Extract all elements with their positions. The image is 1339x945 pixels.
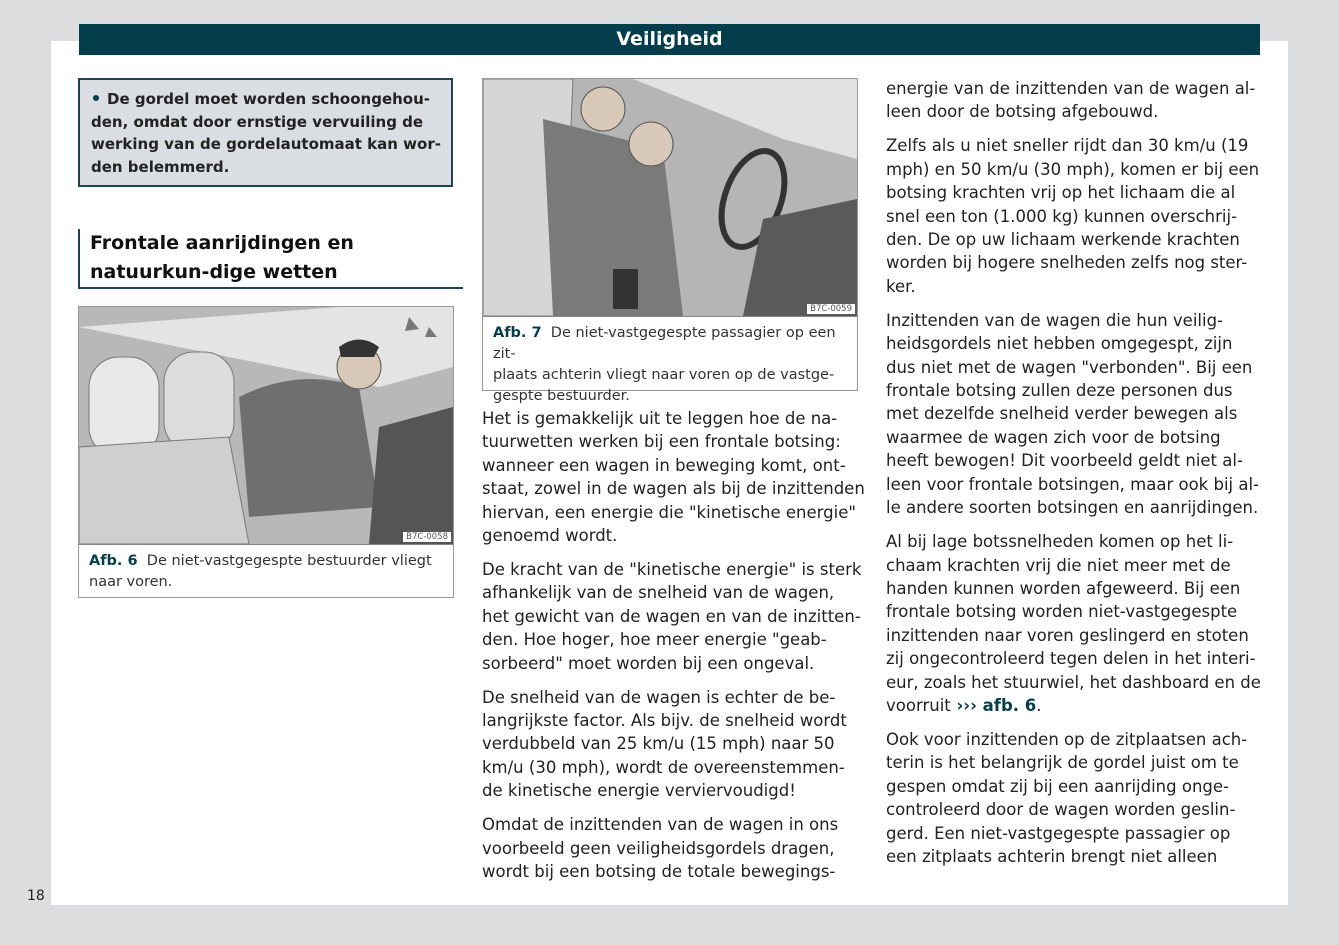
chevrons-icon: ›››	[956, 695, 977, 715]
text-line: heidsgordels niet hebben omgegespt, zijn	[886, 334, 1233, 354]
text-line: staat, zowel in de wagen als bij de inzittenden	[482, 479, 865, 499]
text-line: voorruit	[886, 695, 951, 715]
text-line: een zitplaats achterin brengt niet alleen	[886, 846, 1218, 866]
passenger-illustration	[483, 79, 857, 316]
text-line: frontale botsing zullen deze personen dus	[886, 381, 1233, 401]
paragraph	[482, 686, 865, 803]
text-line: energie van de inzittenden van de wagen al-	[886, 79, 1256, 98]
text-line: hiervan, een energie die "kinetische energie"	[482, 502, 856, 522]
caption-line: plaats achterin vliegt naar voren op de vastge-	[493, 367, 835, 383]
paragraph	[482, 558, 865, 675]
text-line: inzittenden naar voren geslingerd en stoten	[886, 625, 1249, 645]
text-line: ker.	[886, 276, 916, 296]
sentence-end: .	[1036, 695, 1042, 715]
text-line: gespen omdat zij bij een aanrijding onge-	[886, 776, 1229, 796]
note-line: werking van de gordelautomaat kan wor-	[91, 135, 441, 153]
text-line: Frontale aanrijdingen en natuurkun-	[90, 232, 354, 283]
text-line: den. De op uw lichaam werkende krachten	[886, 230, 1240, 250]
text-line: afhankelijk van de snelheid van de wagen,	[482, 583, 835, 603]
paragraph	[886, 530, 1261, 717]
text-line: leen door de botsing afgebouwd.	[886, 102, 1159, 122]
section-heading	[78, 229, 463, 289]
text-line: gerd. Een niet-vastgegespte passagier op	[886, 823, 1231, 843]
note-line: den belemmerd.	[91, 157, 230, 176]
paragraph	[886, 309, 1261, 520]
text-line: het gewicht van de wagen en van de inzitten-	[482, 606, 861, 626]
text-line: le andere soorten botsingen en aanrijdingen.	[886, 498, 1259, 518]
figure-7-caption	[483, 317, 857, 413]
figure-7	[482, 78, 858, 404]
note-box	[78, 78, 453, 187]
text-line: mph) en 50 km/u (30 mph), komen er bij een	[886, 159, 1260, 179]
text-line: botsing krachten vrij op het lichaam die al	[886, 183, 1236, 203]
text-line: verdubbeld van 25 km/u (15 mph) naar 50	[482, 734, 835, 754]
note-line: De gordel moet worden schoongehou-	[107, 90, 431, 108]
paragraph	[886, 134, 1261, 298]
text-line: Ook voor inzittenden op de zitplaatsen ach-	[886, 729, 1248, 749]
text-line: genoemd wordt.	[482, 526, 618, 546]
text-line: wanneer een wagen in beweging komt, ont-	[482, 455, 846, 475]
note-line: den, omdat door ernstige vervuiling de	[91, 112, 424, 131]
text-line: wordt bij een botsing de totale bewegings-	[482, 862, 836, 882]
page-number: 18	[27, 888, 45, 904]
text-line: heeft bewogen! Dit voorbeeld geldt niet al-	[886, 451, 1243, 471]
paragraph	[886, 728, 1261, 868]
text-line: sorbeerd" moet worden bij een ongeval.	[482, 653, 815, 673]
text-line: waarmee de wagen zich voor de botsing	[886, 427, 1221, 447]
figure-6	[78, 306, 454, 598]
text-line: voorbeeld geen veiligheidsgordels dragen,	[482, 838, 835, 858]
text-line: snel een ton (1.000 kg) kunnen overschrij-	[886, 206, 1238, 226]
text-line: tuurwetten werken bij een frontale botsing:	[482, 432, 841, 452]
text-line: dige wetten	[209, 261, 338, 283]
text-line: worden bij hogere snelheden zelfs nog ster-	[886, 253, 1248, 273]
text-line: De kracht van de "kinetische energie" is sterk	[482, 560, 862, 580]
column-3-text	[886, 77, 1261, 879]
text-line: handen kunnen worden afgeweerd. Bij een	[886, 578, 1241, 598]
section-header: Veiligheid	[79, 24, 1260, 55]
text-line: leen voor frontale botsingen, maar ook bij al-	[886, 474, 1260, 494]
crossref-link[interactable]	[951, 696, 1037, 715]
text-line: dus niet met de wagen "verbonden". Bij een	[886, 357, 1253, 377]
text-line: Inzittenden van de wagen die hun veilig-	[886, 310, 1223, 330]
bullet-icon	[93, 95, 99, 101]
text-line: Het is gemakkelijk uit te leggen hoe de na-	[482, 409, 838, 428]
text-line: km/u (30 mph), wordt de overeenstemmen-	[482, 757, 845, 777]
text-line: Zelfs als u niet sneller rijdt dan 30 km/u (19	[886, 136, 1249, 156]
text-line: eur, zoals het stuurwiel, het dashboard en de	[886, 672, 1261, 692]
figure-label: Afb. 6	[89, 553, 138, 569]
text-line: terin is het belangrijk de gordel juist om te	[886, 753, 1239, 773]
caption-line: gespte bestuurder.	[493, 388, 630, 404]
caption-line: De niet-vastgegespte bestuurder vliegt	[146, 553, 432, 569]
text-line: frontale botsing worden niet-vastgegespte	[886, 602, 1238, 622]
text-line: De snelheid van de wagen is echter de be-	[482, 687, 836, 707]
crossref-target: afb. 6	[982, 695, 1037, 715]
text-line: de kinetische energie verviervoudigd!	[482, 781, 796, 801]
paragraph	[482, 407, 865, 547]
figure-7-illustration	[483, 79, 857, 317]
text-line: zij ongecontroleerd tegen delen in het interi-	[886, 649, 1256, 669]
caption-line: De niet-vastgegespte passagier op een zit-	[493, 325, 836, 362]
text-line: met dezelfde snelheid verder bewegen als	[886, 404, 1238, 424]
paragraph	[482, 813, 865, 883]
figure-label: Afb. 7	[493, 325, 542, 341]
text-line: langrijkste factor. Als bijv. de snelheid wordt	[482, 711, 847, 731]
text-line: chaam krachten vrij die niet meer met de	[886, 555, 1231, 575]
driver-illustration	[79, 307, 453, 544]
caption-line: naar voren.	[89, 574, 173, 590]
figure-code: B7C-0058	[403, 532, 451, 542]
figure-code: B7C-0059	[807, 304, 855, 314]
text-line: Omdat de inzittenden van de wagen in ons	[482, 815, 839, 835]
figure-6-illustration	[79, 307, 453, 545]
paragraph	[886, 77, 1261, 124]
text-line: Al bij lage botssnelheden komen op het li-	[886, 532, 1234, 552]
text-line: den. Hoe hoger, hoe meer energie "geab-	[482, 630, 827, 650]
column-2-text	[482, 407, 865, 894]
text-line: controleerd door de wagen worden geslin-	[886, 800, 1236, 820]
figure-6-caption	[79, 545, 453, 599]
